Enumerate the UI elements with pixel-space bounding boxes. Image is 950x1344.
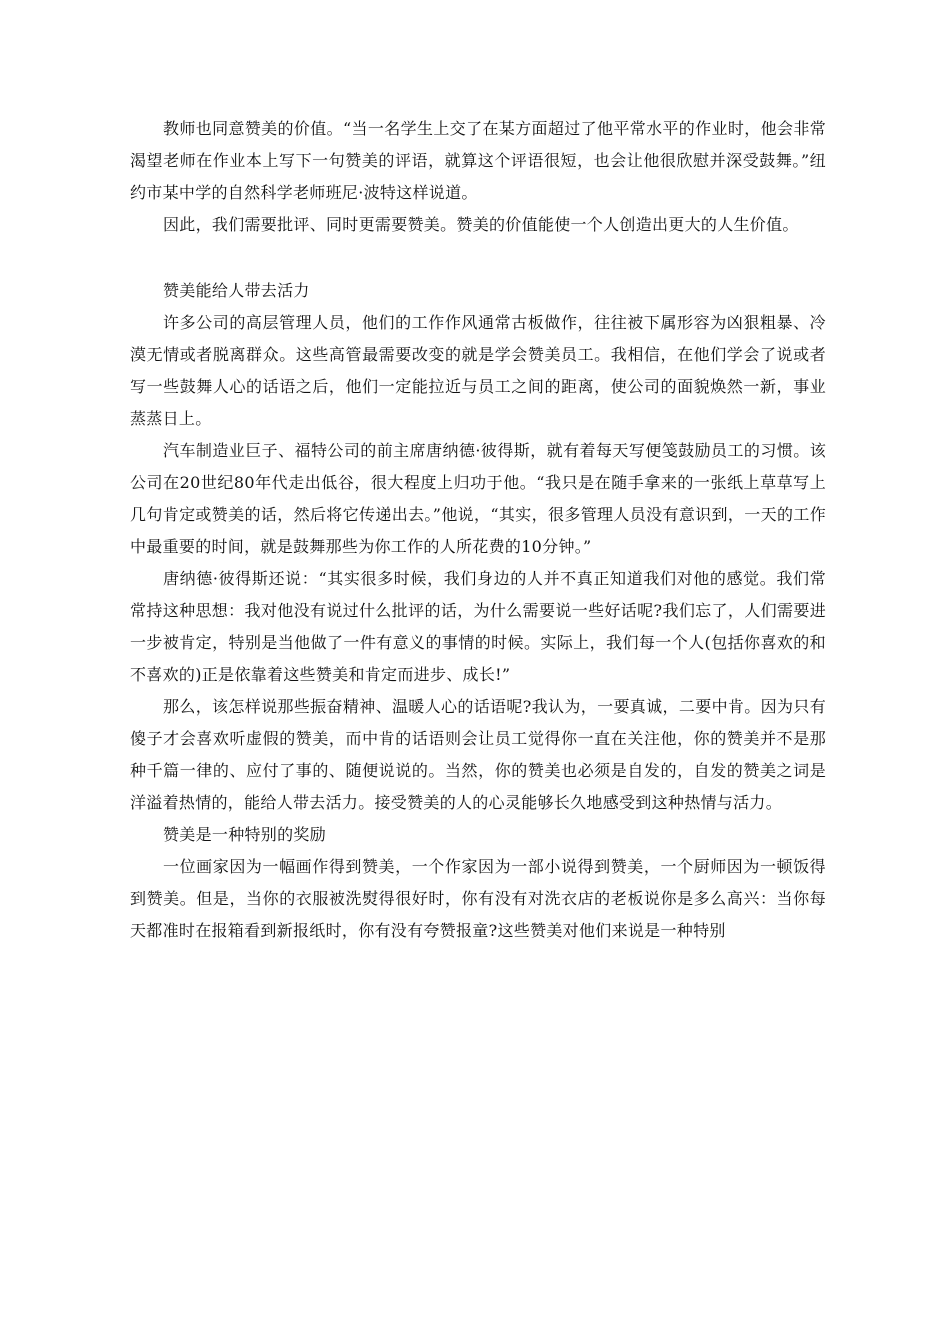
paragraph-ford-peters: 汽车制造业巨子、福特公司的前主席唐纳德·彼得斯，就有着每天写便笺鼓励员工的习惯。该公司在20世纪80年代走出低谷，很大程度上归功于他。“我只是在随手拿来的一张纸上草草写上几句肯定或赞美的话，然后将它传递出去。”他说，“其实，很多管理人员没有意识到，一天的工作中最重要的时间，就是鼓舞那些为你工作的人所花费的10分钟。” (130, 441, 826, 556)
paragraph-how-to-praise: 那么，该怎样说那些振奋精神、温暖人心的话语呢?我认为，一要真诚，二要中肯。因为只有傻子才会喜欢听虚假的赞美，而中肯的话语则会让员工觉得你一直在关注他，你的赞美并不是那种千篇一律的、应付了事的、随便说说的。当然，你的赞美也必须是自发的，自发的赞美之词是洋溢着热情的，能给人带去活力。接受赞美的人的心灵能够长久地感受到这种热情与活力。 (130, 697, 826, 812)
paragraph-teacher-quote: 教师也同意赞美的价值。“当一名学生上交了在某方面超过了他平常水平的作业时，他会非常渴望老师在作业本上写下一句赞美的评语，就算这个评语很短，也会让他很欣慰并深受鼓舞。”纽约市某中学的自然科学老师班尼·波特这样说道。 (130, 119, 826, 202)
paragraph-conclusion: 因此，我们需要批评、同时更需要赞美。赞美的价值能使一个人创造出更大的人生价值。 (163, 215, 799, 234)
paragraph-peters-quote: 唐纳德·彼得斯还说：“其实很多时候，我们身边的人并不真正知道我们对他的感觉。我们常常持这种思想：我对他没有说过什么批评的话，为什么需要说一些好话呢?我们忘了，人们需要进一步被肯定，特别是当他做了一件有意义的事情的时候。实际上，我们每一个人(包括你喜欢的和不喜欢的)正是依靠着这些赞美和肯定而进步、成长!” (130, 569, 826, 684)
section-heading-vitality: 赞美能给人带去活力 (163, 281, 310, 300)
section-heading-reward: 赞美是一种特别的奖励 (163, 825, 327, 844)
paragraph-painter-writer-chef: 一位画家因为一幅画作得到赞美，一个作家因为一部小说得到赞美，一个厨师因为一顿饭得到赞美。但是，当你的衣服被洗熨得很好时，你有没有对洗衣店的老板说你是多么高兴：当你每天都准时在报箱看到新报纸时，你有没有夸赞报童?这些赞美对他们来说是一种特别 (130, 857, 826, 940)
section-gap (130, 241, 826, 275)
paragraph-executives: 许多公司的高层管理人员，他们的工作作风通常古板做作，往往被下属形容为凶狠粗暴、冷漠无情或者脱离群众。这些高管最需要改变的就是学会赞美员工。我相信，在他们学会了说或者写一些鼓舞人心的话语之后，他们一定能拉近与员工之间的距离，使公司的面貌焕然一新，事业蒸蒸日上。 (130, 313, 826, 428)
document-page (130, 113, 826, 947)
